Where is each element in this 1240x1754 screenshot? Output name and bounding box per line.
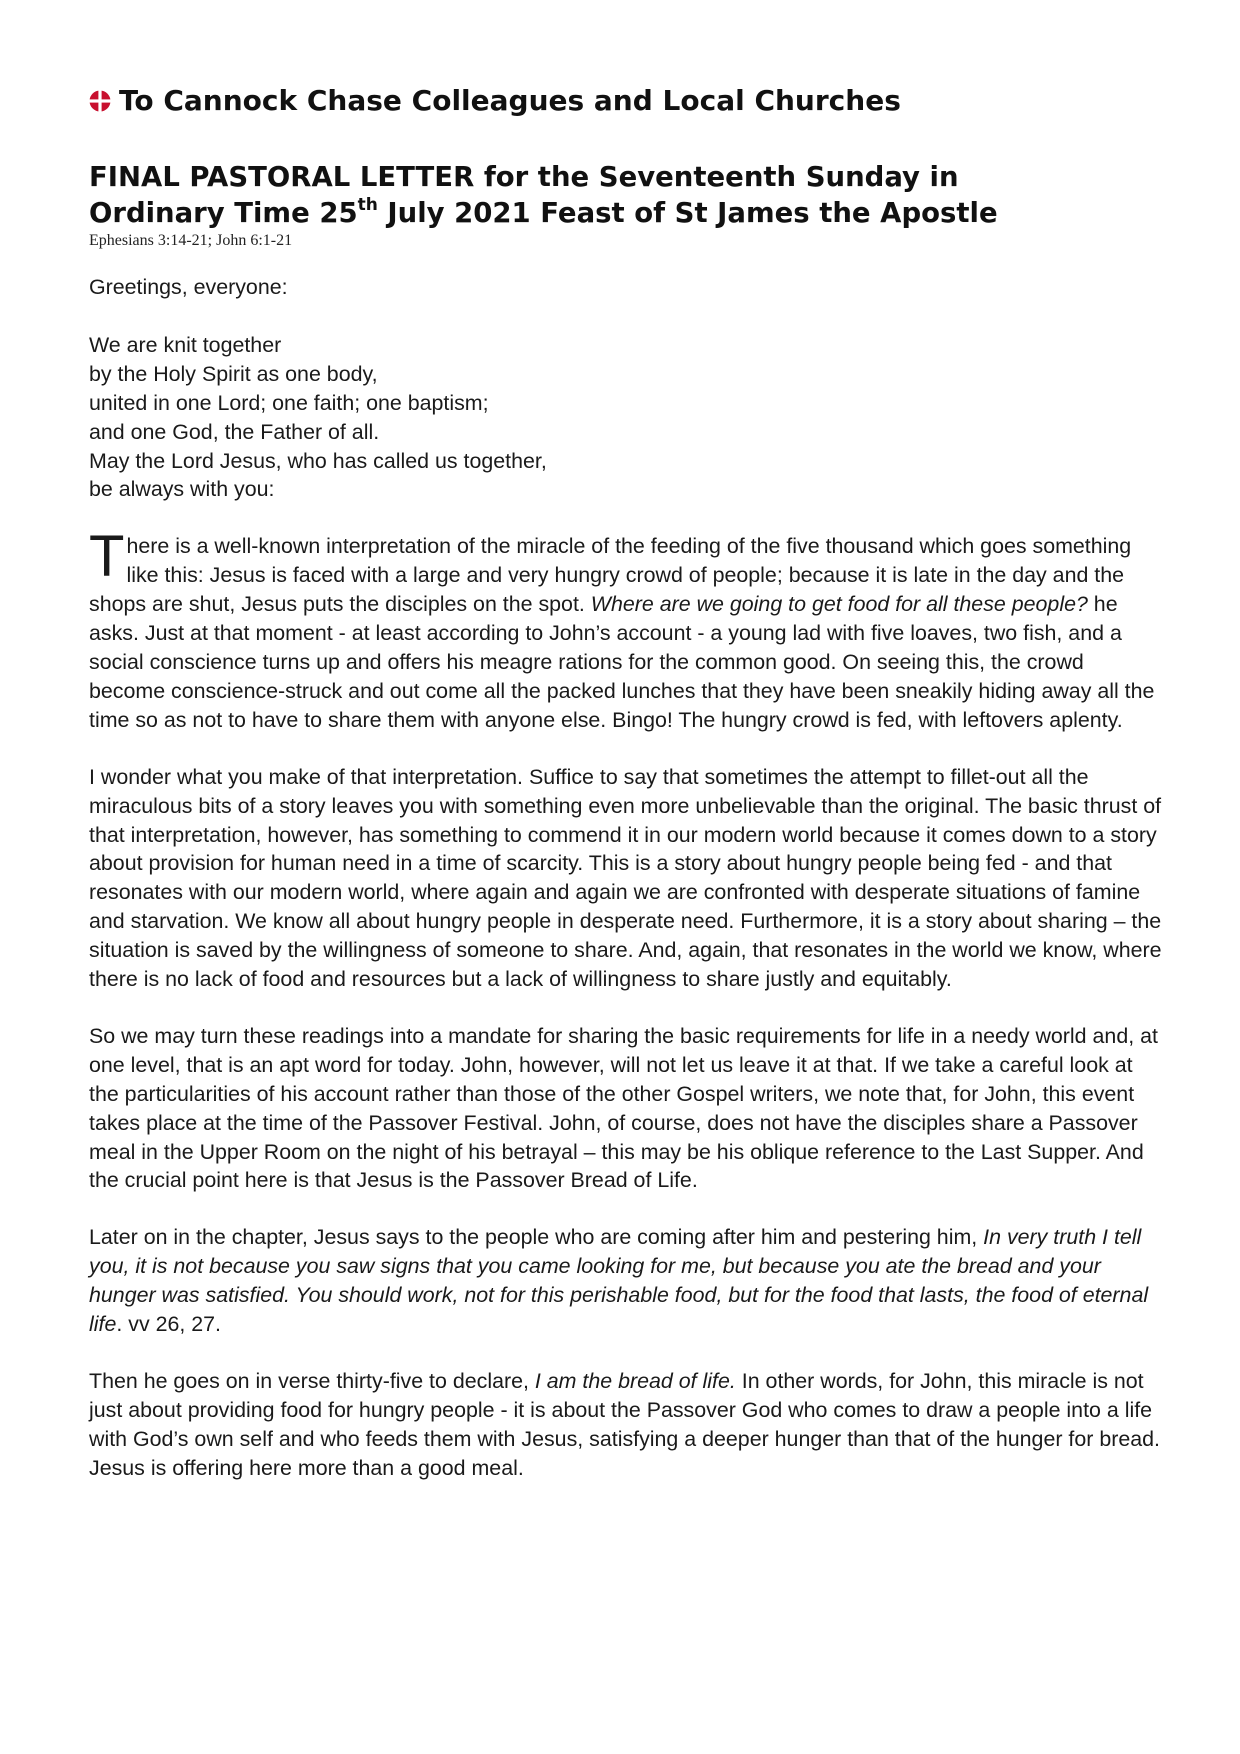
- blessing-line: May the Lord Jesus, who has called us together,: [89, 448, 547, 473]
- paragraph-2: I wonder what you make of that interpretation. Suffice to say that sometimes the attempt to fillet-out all the miraculous bits of a story leaves you with something even more unbelievable than the original. The basic thrust of that interpretation, however, has something to commend it in our modern world because it comes down to a story about provision for human need in a time of scarcity. This is a story about hungry people being fed - and that resonates with our modern world, where again and again we are confronted with desperate situations of famine and starvation. We know all about hungry people in desperate need. Furthermore, it is a story about sharing – the situation is saved by the willingness of someone to share. And, again, that resonates in the world we know, where there is no lack of food and resources but a lack of willingness to share justly and equitably.: [89, 764, 1162, 992]
- blessing-line: by the Holy Spirit as one body,: [89, 361, 378, 386]
- blessing-line: We are knit together: [89, 332, 282, 357]
- methodist-cross-logo-icon: [89, 90, 111, 112]
- drop-cap: T: [89, 524, 125, 590]
- title-line-2: Ordinary Time 25th July 2021 Feast of St James the Apostle: [89, 194, 998, 229]
- letter-header: [89, 84, 1164, 118]
- recipient-heading: To Cannock Chase Colleagues and Local Churches: [119, 84, 901, 117]
- greeting: Greetings, everyone:: [89, 275, 288, 299]
- paragraph-4: Later on in the chapter, Jesus says to the people who are coming after him and pestering him, In very truth I tell you, it is not because you saw signs that you came looking for me, but because you ate the bread and your hunger was satisfied. You should work, not for this perishable food, but for the food that lasts, the food of eternal life. vv 26, 27.: [89, 1225, 1149, 1337]
- paragraph-1: There is a well-known interpretation of the miracle of the feeding of the five thousand which goes something like this: Jesus is faced with a large and very hungry crowd of people; because it is late in the day and the shops are shut, Jesus puts the disciples on the spot. Where are we going to get food for all these people? he asks. Just at that moment - at least according to John’s account - a young lad with five loaves, two fish, and a social conscience turns up and offers his meagre rations for the common good. On seeing this, the crowd become conscience-struck and out come all the packed lunches that they have been sneakily hiding away all the time so as not to have to share them with anyone else. Bingo! The hungry crowd is fed, with leftovers aplenty.: [89, 524, 1155, 732]
- blessing-verse: [89, 331, 1164, 504]
- title-line-1: FINAL PASTORAL LETTER for the Seventeenth Sunday in: [89, 161, 959, 193]
- letter-page: [89, 84, 1164, 1483]
- blessing-line: be always with you:: [89, 477, 275, 502]
- scripture-readings: Ephesians 3:14-21; John 6:1-21: [89, 232, 293, 249]
- paragraph-5: Then he goes on in verse thirty-five to declare, I am the bread of life. In other words, for John, this miracle is not just about providing food for hungry people - it is about the Passover God who comes to draw a people into a life with God’s own self and who feeds them with Jesus, satisfying a deeper hunger than that of the hunger for bread. Jesus is offering here more than a good meal.: [89, 1369, 1160, 1480]
- blessing-line: united in one Lord; one faith; one baptism;: [89, 390, 489, 415]
- blessing-line: and one God, the Father of all.: [89, 419, 380, 444]
- paragraph-3: So we may turn these readings into a mandate for sharing the basic requirements for life in a needy world and, at one level, that is an apt word for today. John, however, will not let us leave it at that. If we take a careful look at the particularities of his account rather than those of the other Gospel writers, we note that, for John, this event takes place at the time of the Passover Festival. John, of course, does not have the disciples share a Passover meal in the Upper Room on the night of his betrayal – this may be his oblique reference to the Last Supper. And the crucial point here is that Jesus is the Passover Bread of Life.: [89, 1023, 1158, 1193]
- letter-title: [89, 159, 1164, 231]
